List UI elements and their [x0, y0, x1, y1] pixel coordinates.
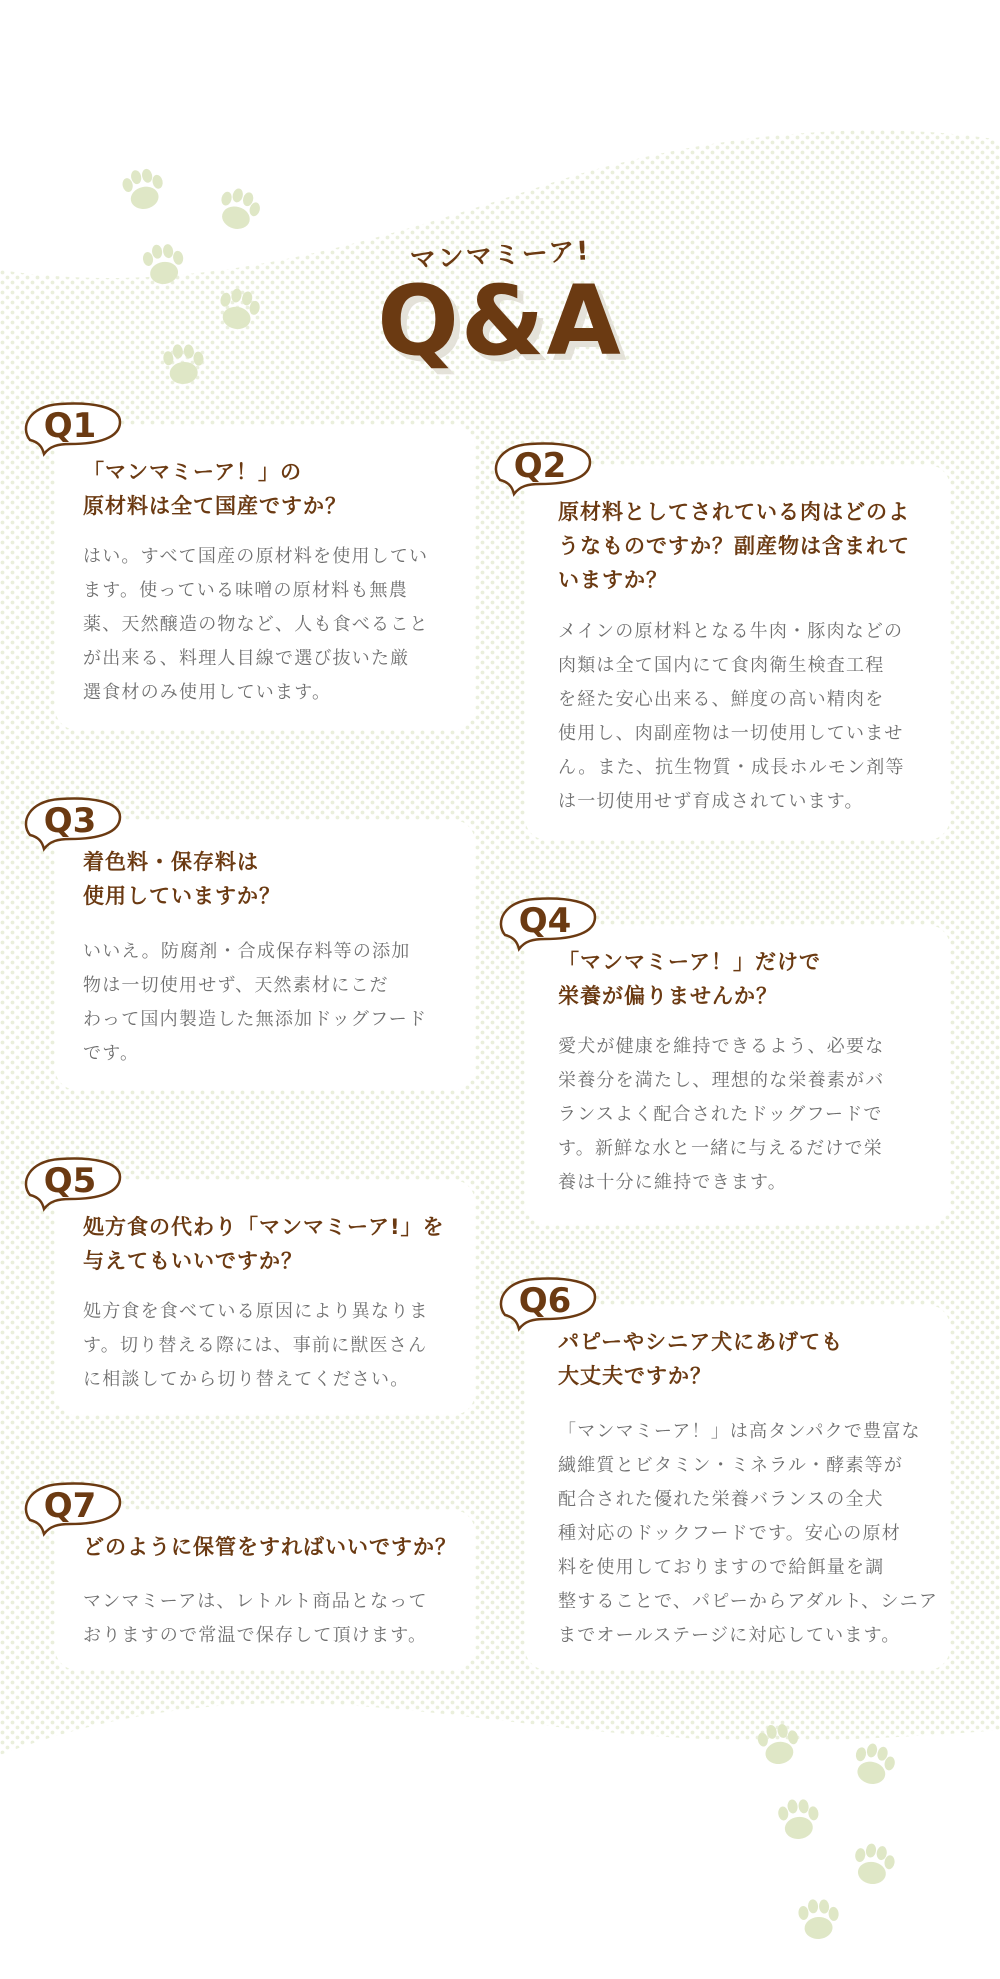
page-header — [0, 225, 1000, 385]
q1-question: 「マンマミーア！」の 原材料は全て国産ですか？ — [83, 460, 347, 518]
q2-question: 原材料としてされている肉はどのよ うなものですか？副産物は含まれて いますか？ — [558, 500, 910, 592]
paw-icon — [777, 1797, 821, 1841]
q4-answer: 愛犬が健康を維持できるよう、必要な 栄養分を満たし、理想的な栄養素がバ ランスよく配合されたドッグフードで す。新鮮な水と一緒に与えるだけで栄 養は十分に維持できます。 — [558, 1036, 885, 1193]
q1-label: Q1 — [43, 406, 97, 446]
q2-answer: メインの原材料となる牛肉・豚肉などの 肉類は全て国内にて食肉衛生検査工程 を経た安心出来る、鮮度の高い精肉を 使用し、肉副産物は一切使用していませ ん。また、抗生物質・成長ホルモン剤等 は一切使用せず育成されています。 — [558, 621, 905, 812]
q7-answer: マンマミーアは、レトルト商品となって おりますので常温で保存して頂けます。 — [83, 1591, 428, 1646]
q7-label: Q7 — [43, 1486, 97, 1526]
paw-icon — [798, 1898, 841, 1941]
paw-icon — [850, 1741, 897, 1788]
q6-label: Q6 — [518, 1281, 572, 1321]
q5-badge — [20, 1155, 130, 1217]
paw-icon — [756, 1721, 802, 1767]
q5-question: 処方食の代わり「マンマミーア!」を 与えてもいいですか？ — [83, 1215, 445, 1273]
q3-label: Q3 — [43, 801, 97, 841]
paw-icon — [852, 1842, 897, 1887]
q3-question: 着色料・保存料は 使用していますか？ — [83, 850, 281, 908]
q4-label: Q4 — [518, 901, 572, 941]
paw-icon — [120, 165, 167, 212]
q5-label: Q5 — [43, 1161, 97, 1201]
page-title: Q&A — [377, 265, 623, 377]
q4-question: 「マンマミーア！」だけで 栄養が偏りませんか？ — [558, 950, 821, 1008]
q2-badge — [490, 440, 600, 502]
q2-label: Q2 — [513, 446, 567, 486]
q7-question: どのように保管をすればいいですか？ — [83, 1535, 457, 1559]
q6-answer: 「マンマミーア！」は高タンパクで豊富な 繊維質とビタミン・ミネラル・酵素等が 配合された優れた栄養バランスの全犬 種対応のドックフードです。安心の原材 料を使用しておりますので給餌量を調 整することで、パピーからアダルト、シニア までオールステージに対応しています。 — [558, 1421, 939, 1646]
q1-answer: はい。すべて国産の原材料を使用してい ます。使っている味噌の原材料も無農 薬、天然醸造の物など、人も食べること が出来る、料理人目線で選び抜いた厳 選食材のみ使用しています。 — [83, 546, 429, 703]
q1-badge — [20, 400, 130, 462]
q5-answer: 処方食を食べている原因により異なりま す。切り替える際には、事前に獣医さん に相談してから切り替えてください。 — [83, 1301, 429, 1390]
page-subtitle: マンマミーア! — [409, 236, 592, 276]
q3-answer: いいえ。防腐剤・合成保存料等の添加 物は一切使用せず、天然素材にこだ わって国内製造した無添加ドッグフード です。 — [83, 941, 428, 1064]
q6-question: パピーやシニア犬にあげても 大丈夫ですか？ — [558, 1330, 844, 1388]
